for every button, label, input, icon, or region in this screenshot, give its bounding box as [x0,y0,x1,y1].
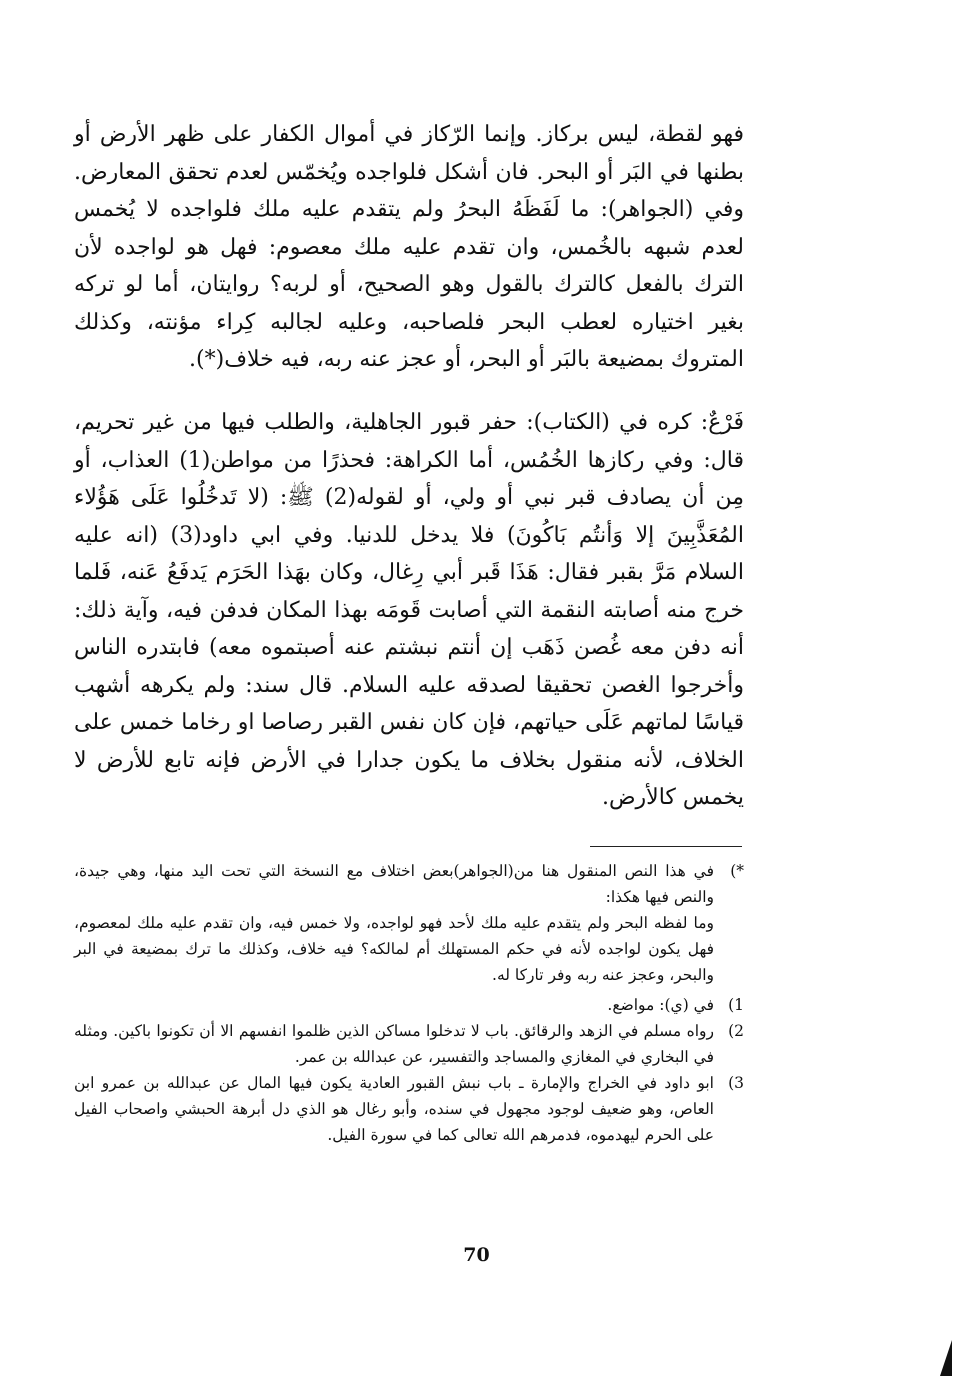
footnote-separator [590,846,742,847]
main-paragraph-2 [74,382,744,839]
footnote-text [74,858,714,988]
paragraph-text: فَرْعٌ: كره في (الكتاب): حفر قبور الجاهلية، والطلب فيها من غير تحريم، قال: وفي ركازها الخُمُس، أما الكراهة: فحذرًا من مواطن(1) العذاب، أو مِن أن يصادف قبر نبي أو ولي، أو لقوله(2) ﷺ: (لا تَدخُلُوا عَلَى هَؤُلاء المُعَذَّبِينَ إلا وَأنتُم بَاكُونَ) فلا يدخل للدنيا. وفي ابي داود(3) (انه عليه السلام مَرَّ بقبر فقال: هَذَا قَبر أبي رِغال، وكان بهَذا الحَرَم يَدفَعُ عَنه، فَلما خرج منه أصابته النقمة التي أصابت قَومَه بهذا المكان فدفن فيه، وآية ذلك: أنه دفن معه غُصن ذَهَب إن أنتم نبشتم عنه أصبتموه معه) فابتدره الناس وأخرجوا الغصن تحقيقا لصدقه عليه السلام. قال سند: ولم يكرهه أشهب قياسًا لماتهم عَلَى حياتهم، فإن كان نفس القبر رصاصا او رخاما خمس على الخلاف، لأنه منقول بخلاف ما يكون جدارا في الأرض فإنه تابع للأرض لا يخمس كالأرض. [74,410,744,810]
footnote-2 [74,1018,744,1070]
footnote-3 [74,1070,744,1148]
footnote-marker: 3) [728,1074,744,1092]
footnote-marker: 1) [728,996,744,1014]
footnote-line: وما لفظه البحر ولم يتقدم عليه ملك لأحد فهو لواجده، ولا خمس فيه، وان تقدم عليه ملك لمعصوم، فهل يكون لواجده لأنه في حكم المستهلك أم لمالكه؟ فيه خلاف، وكذلك ما ترك بمضيعة في البر والبحر، وعجز عنه ربه وفر تاركا له. [74,914,714,984]
footnote-marker: 2) [728,1022,744,1040]
page-number: 70 [463,1244,490,1266]
footnote-1 [74,992,744,1018]
footnote-line: في هذا النص المنقول هنا من(الجواهر)بعض اختلاف مع النسخة التي تحت اليد منها، وهي جيدة، والنص فيها هكذا: [74,862,714,906]
footnote-text: ابو داود في الخراج والإمارة ـ باب نبش القبور العادية يكون فيها المال عن عبدالله بن عمرو ابن العاص، وهو ضعيف لوجود مجهول في سنده، وأبو رغال هو الذي دل أبرهة الحبشي واصحاب الفيل على الحرم ليهدموه، فدمرهم الله تعالى كما في سورة الفيل. [74,1074,714,1144]
footnote-marker: *) [730,862,744,880]
footnote-text: رواه مسلم في الزهد والرقائق. باب لا تدخلوا مساكن الذين ظلموا انفسهم الا أن تكونوا باكين. ومثله في البخاري في المغازي والمساجد والتفسير، عن عبدالله بن عمر. [74,1022,714,1066]
main-paragraph-1 [74,116,744,379]
paragraph-text: فهو لقطة، ليس بركاز. وإنما الرّكاز في أموال الكفار على ظهر الأرض أو بطنها في البَر أو البحر. فان أشكل فلواجده ويُخمّس لعدم تحقق المعارض. وفي (الجواهر): ما لَفَظَهُ البحرُ ولم يتقدم عليه ملك فلواجده لا يُخمس لعدم شبهه بالخُمس، وان تقدم عليه ملك معصوم: فهل هو لواجده لأن الترك بالفعل كالترك بالقول وهو الصحيح، أو لربه؟ روايتان، أما لو تركه بغير اختياره لعطب البحر فلصاحبه، وعليه لجالبه كِراء مؤنته، وكذلك المتروك بمضيعة بالبَر أو البحر، أو عجز عنه ربه، فيه خلاف(*). [74,122,744,372]
footnote-text: في (ي): مواضع. [607,996,714,1014]
footnote-star [74,858,744,988]
footnotes [74,858,744,1148]
corner-mark [940,1340,952,1376]
